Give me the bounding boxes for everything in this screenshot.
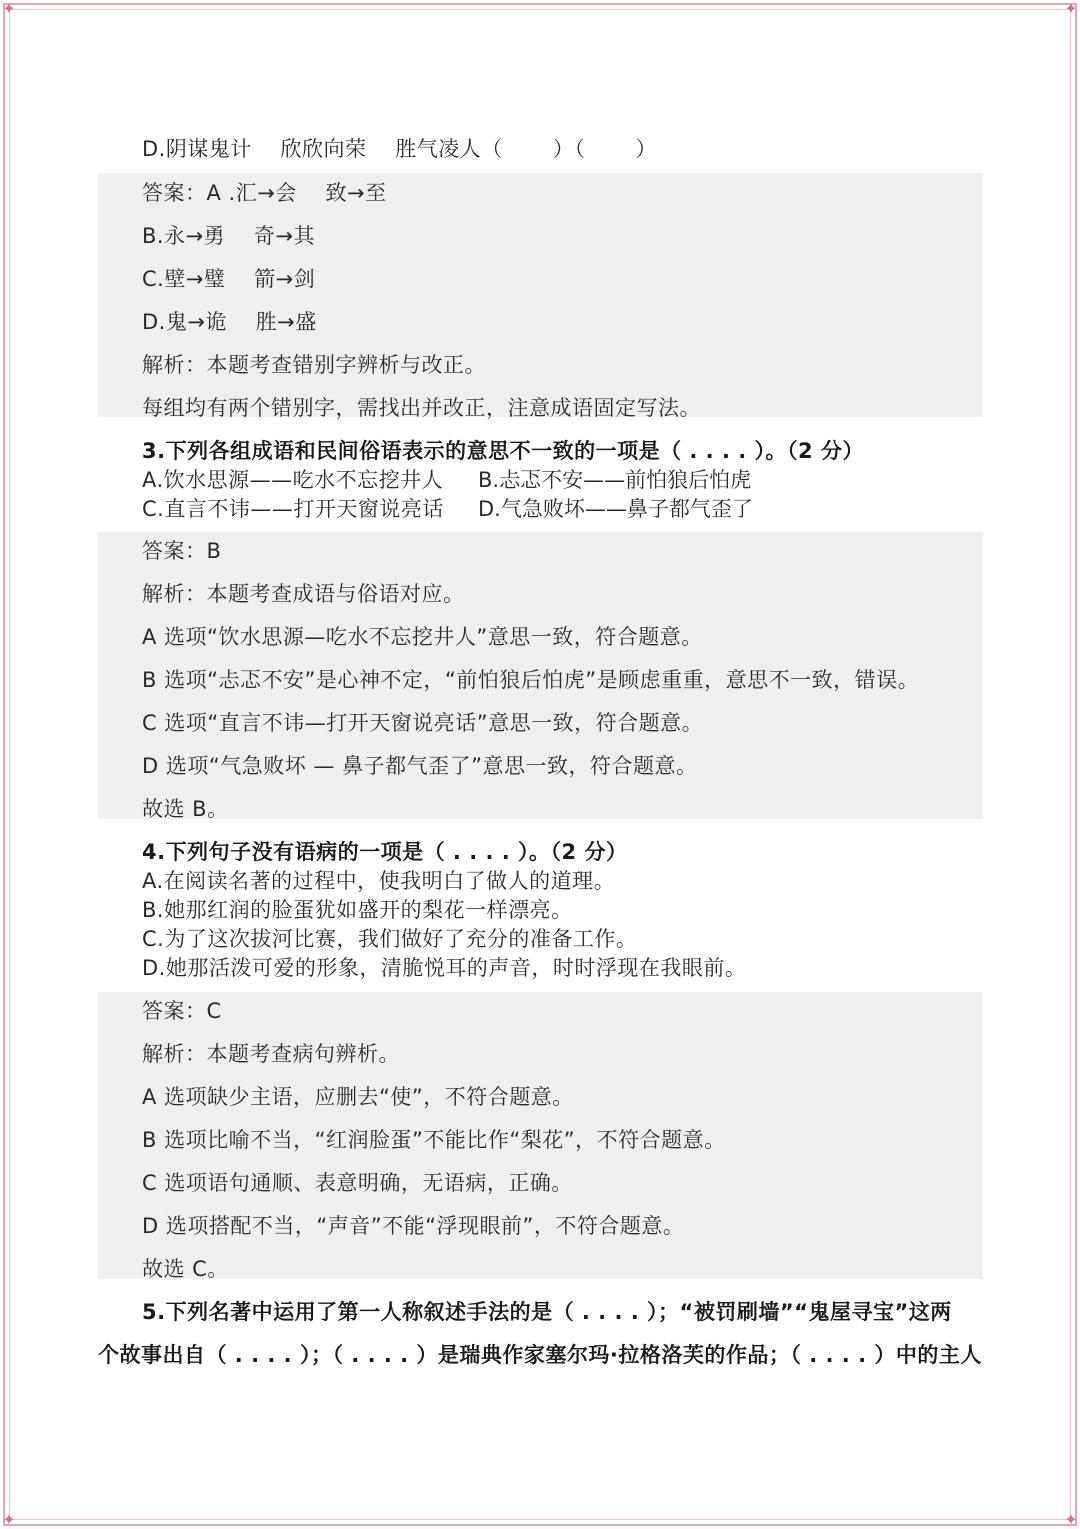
q4-conclusion: 故选 C。 (142, 1257, 229, 1281)
q3-answer: 答案：B (142, 539, 222, 563)
q2-answer-box (98, 173, 983, 417)
q2-option-d: D.阴谋鬼计 欣欣向荣 胜气凌人（ ）（ ） (142, 137, 658, 161)
q3-analysis: 解析：本题考查成语与俗语对应。 (142, 582, 465, 606)
q4-option-a: A.在阅读名著的过程中，使我明白了做人的道理。 (142, 869, 616, 893)
q4-answer: 答案：C (142, 999, 222, 1023)
q5-stem-line2: 个故事出自（ . . . . ）；（ . . . . ）是瑞典作家塞尔玛·拉格洛芙的作品；（ . . . . ）中的主人 (98, 1343, 982, 1367)
q4-analysis: 解析：本题考查病句辨析。 (142, 1042, 400, 1066)
q3-analysis-b: B 选项“忐忑不安”是心神不定，“前怕狼后怕虎”是顾虑重重，意思不一致，错误。 (142, 668, 920, 692)
q3-conclusion: 故选 B。 (142, 797, 229, 821)
q4-option-c: C.为了这次拔河比赛，我们做好了充分的准备工作。 (142, 927, 638, 951)
q2-analysis: 解析：本题考查错别字辨析与改正。 (142, 353, 486, 377)
q4-analysis-b: B 选项比喻不当，“红润脸蛋”不能比作“梨花”，不符合题意。 (142, 1128, 726, 1152)
corner-ornament-icon: ✦ (1064, 1510, 1078, 1529)
q4-analysis-a: A 选项缺少主语，应删去“使”，不符合题意。 (142, 1085, 574, 1109)
q3-option-b: B.忐忑不安——前怕狼后怕虎 (478, 468, 752, 492)
corner-ornament-icon: ✦ (2, 0, 16, 18)
q2-analysis-note: 每组均有两个错别字，需找出并改正，注意成语固定写法。 (142, 396, 701, 420)
q3-option-c: C.直言不讳——打开天窗说亮话 (142, 497, 444, 521)
q5-stem-line1: 5.下列名著中运用了第一人称叙述手法的是（ . . . . ）；“被罚刷墙”“鬼屋寻宝”这两 (142, 1300, 952, 1324)
q2-answer-b: B.永→勇 奇→其 (142, 224, 315, 248)
q4-stem: 4.下列句子没有语病的一项是（ . . . . ）。（2 分） (142, 840, 628, 864)
q3-analysis-d: D 选项“气急败坏 — 鼻子都气歪了”意思一致，符合题意。 (142, 754, 698, 778)
corner-ornament-icon: ✦ (1064, 0, 1078, 18)
q4-analysis-d: D 选项搭配不当，“声音”不能“浮现眼前”，不符合题意。 (142, 1214, 685, 1238)
q3-analysis-a: A 选项“饮水思源—吃水不忘挖井人”意思一致，符合题意。 (142, 625, 703, 649)
q4-option-d: D.她那活泼可爱的形象，清脆悦耳的声音，时时浮现在我眼前。 (142, 956, 747, 980)
q3-analysis-c: C 选项“直言不讳—打开天窗说亮话”意思一致，符合题意。 (142, 711, 704, 735)
corner-ornament-icon: ✦ (2, 1510, 16, 1529)
q4-analysis-c: C 选项语句通顺、表意明确，无语病，正确。 (142, 1171, 573, 1195)
q3-option-a: A.饮水思源——吃水不忘挖井人 (142, 468, 444, 492)
q4-option-b: B.她那红润的脸蛋犹如盛开的梨花一样漂亮。 (142, 898, 573, 922)
q3-option-d: D.气急败坏——鼻子都气歪了 (478, 497, 753, 521)
q2-answer: 答案：A .汇→会 致→至 (142, 181, 387, 205)
q3-stem: 3.下列各组成语和民间俗语表示的意思不一致的一项是（ . . . . ）。（2 分） (142, 439, 864, 463)
q2-answer-d: D.鬼→诡 胜→盛 (142, 310, 317, 334)
q2-answer-c: C.壁→璧 箭→剑 (142, 267, 316, 291)
